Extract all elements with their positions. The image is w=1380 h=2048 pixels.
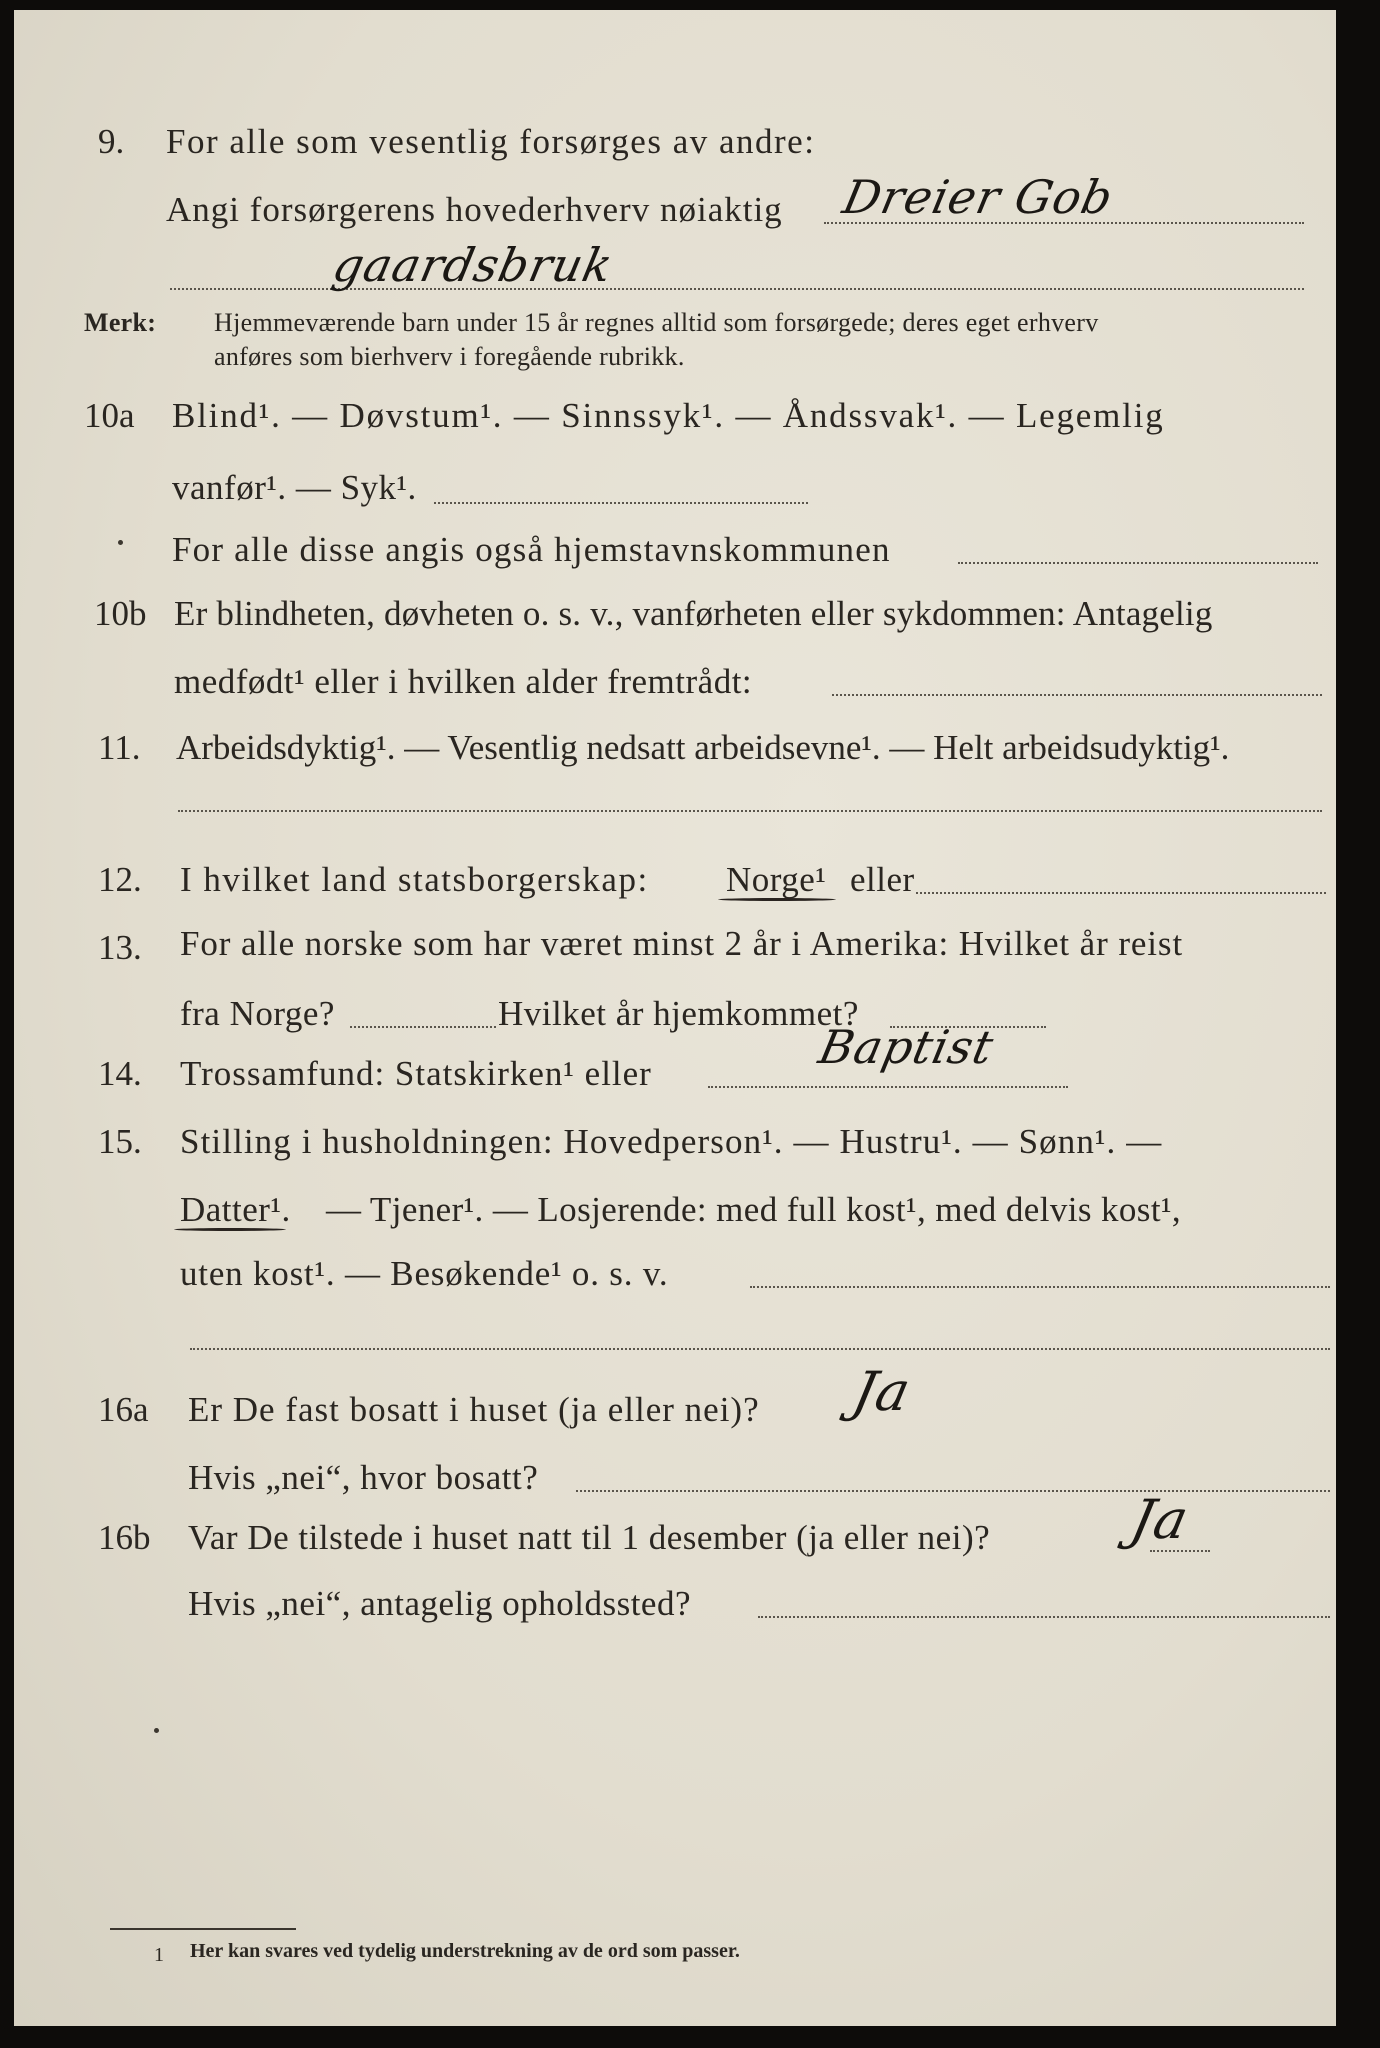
q13-reist-line [350,1026,496,1028]
q12-norge-underline [718,898,836,901]
q10b-line1: Er blindheten, døvheten o. s. v., vanførheten eller sykdommen: Antagelig [174,594,1213,633]
q9-line1: For alle som vesentlig forsørges av andre: [166,122,816,161]
q13-line2a: fra Norge? [180,994,335,1033]
q16b-handwritten-answer: Ja [1125,1488,1195,1551]
q12-suffix: eller [850,860,915,899]
merk-line1: Hjemmeværende barn under 15 år regnes alltid som forsørgede; deres eget erhverv [214,308,1099,337]
q13-number: 13. [98,928,142,967]
merk-label: Merk: [84,308,157,337]
q16a-line1: Er De fast bosatt i huset (ja eller nei)? [188,1390,760,1429]
q15-answer-line1 [750,1286,1330,1288]
footnote-rule [110,1928,296,1930]
q9-line2: Angi forsørgerens hovederhverv nøiaktig [166,190,783,229]
q16b-line2: Hvis „nei“, antagelig opholdssted? [188,1584,691,1623]
q10b-line2: medfødt¹ eller i hvilken alder fremtrådt: [174,662,753,701]
q14-answer-line [708,1086,1068,1088]
q10a-line3: For alle disse angis også hjemstavnskommunen [172,530,891,569]
q10a-syk-line [434,502,808,504]
q11-answer-line [178,810,1322,812]
q9-handwritten-answer2: gaardsbruk [328,238,619,292]
q12-norge: Norge¹ [726,860,827,899]
q14-text: Trossamfund: Statskirken¹ eller [180,1054,652,1093]
q11-number: 11. [98,728,141,767]
q16b-opholdssted-line [758,1616,1330,1618]
q16a-number: 16a [98,1390,149,1429]
q15-datter: Datter¹. [180,1190,291,1229]
q16a-line2: Hvis „nei“, hvor bosatt? [188,1458,539,1497]
q10a-hjemstavn-line [958,562,1318,564]
q10a-line1: Blind¹. — Døvstum¹. — Sinnssyk¹. — Åndssvak¹. — Legemlig [172,396,1165,435]
census-form-page [14,10,1336,2026]
q9-number: 9. [98,122,125,161]
q10b-number: 10b [94,594,147,633]
q15-line3: uten kost¹. — Besøkende¹ o. s. v. [180,1254,669,1293]
q16b-number: 16b [98,1518,151,1557]
q10a-number: 10a [84,396,135,435]
q15-datter-underline [174,1228,286,1231]
q15-answer-line2 [190,1348,1330,1350]
merk-line2: anføres som bierhverv i foregående rubrikk. [214,342,685,371]
q15-number: 15. [98,1122,142,1161]
q12-number: 12. [98,860,142,899]
q15-line2: — Tjener¹. — Losjerende: med full kost¹, med delvis kost¹, [326,1190,1181,1229]
q13-line1: For alle norske som har været minst 2 år i Amerika: Hvilket år reist [180,924,1184,963]
q16b-line1: Var De tilstede i huset natt til 1 desember (ja eller nei)? [188,1518,991,1557]
q14-handwritten-answer: Baptist [814,1020,999,1074]
q10a-line2: vanfør¹. — Syk¹. [172,468,417,507]
q11-line1: Arbeidsdyktig¹. — Vesentlig nedsatt arbeidsevne¹. — Helt arbeidsudyktig¹. [176,728,1230,767]
q12-prefix: I hvilket land statsborgerskap: [180,860,649,899]
q13-line2b: Hvilket år hjemkommet? [498,994,859,1033]
stray-dot [154,1728,159,1733]
q15-line1: Stilling i husholdningen: Hovedperson¹. — Hustru¹. — Sønn¹. — [180,1122,1163,1161]
q16a-answer-line [576,1490,1330,1492]
footnote-marker: 1 [154,1944,164,1966]
q12-answer-line [916,892,1326,894]
stray-mark [118,540,123,545]
q9-handwritten-answer1: Dreier Gob [838,170,1119,224]
q10b-answer-line [832,694,1322,696]
q16a-handwritten-answer: Ja [847,1360,917,1423]
footnote-text: Her kan svares ved tydelig understrekning av de ord som passer. [190,1940,740,1962]
q14-number: 14. [98,1054,142,1093]
